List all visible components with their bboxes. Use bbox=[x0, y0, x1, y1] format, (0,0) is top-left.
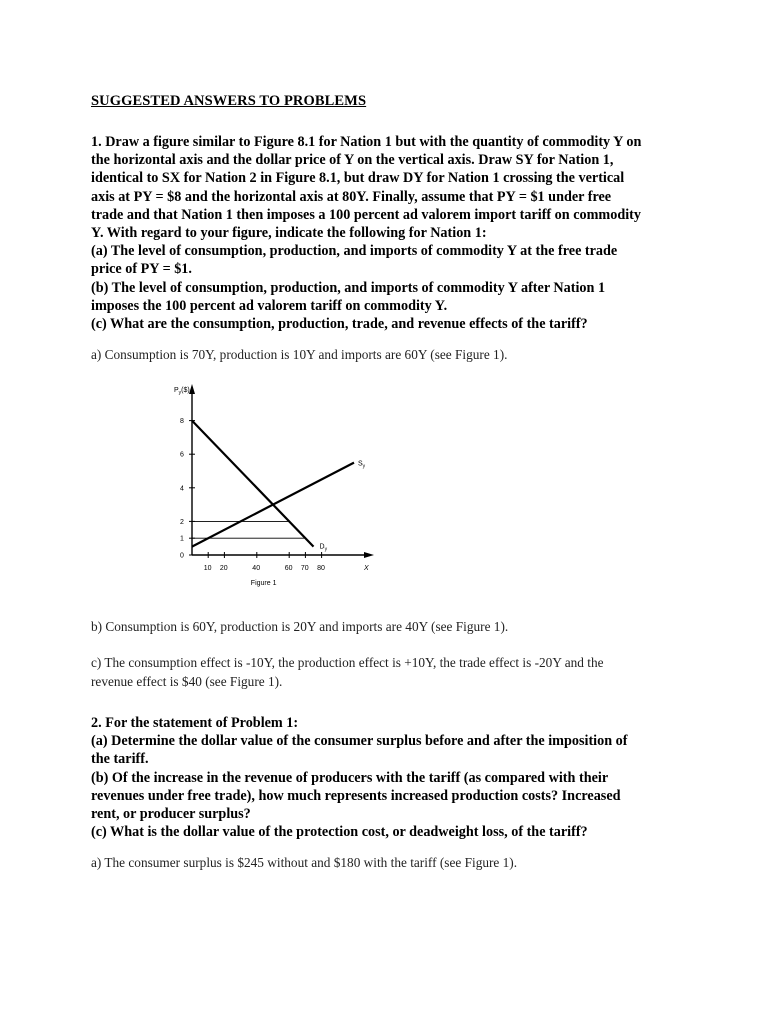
y-axis-label: $P_y(\$)$ bbox=[174, 387, 190, 396]
problem-1-line: price of PY = $1. bbox=[91, 261, 192, 278]
figure-1 bbox=[160, 378, 390, 593]
problem-1-line: trade and that Nation 1 then imposes a 100 percent ad valorem import tariff on commodity bbox=[91, 206, 641, 223]
x-tick-label: 70 bbox=[300, 565, 309, 572]
problem-1-line: identical to SX for Nation 2 in Figure 8.1, but draw DY for Nation 1 crossing the vertical bbox=[91, 170, 625, 187]
problem-1-answer-b bbox=[91, 618, 681, 637]
answer-line: a) Consumption is 70Y, production is 10Y and imports are 60Y (see Figure 1). bbox=[91, 347, 508, 362]
x-tick-label: 10 bbox=[203, 565, 212, 572]
supply-curve bbox=[192, 463, 354, 547]
answer-line: a) The consumer surplus is $245 without and $180 with the tariff (see Figure 1). bbox=[91, 855, 518, 870]
problem-1-line: (a) The level of consumption, production, and imports of commodity Y at the free trade bbox=[91, 243, 618, 260]
figure-caption: Figure 1 bbox=[250, 580, 277, 587]
y-tick-label: 0 bbox=[180, 552, 184, 560]
answer-line: c) The consumption effect is -10Y, the production effect is +10Y, the trade effect is -20Y and the bbox=[91, 655, 604, 670]
problem-1-line: the horizontal axis and the dollar price of Y on the vertical axis. Draw SY for Nation 1, bbox=[91, 152, 614, 169]
x-tick-label: 80 bbox=[317, 565, 325, 572]
x-tick-label: 60 bbox=[284, 565, 293, 572]
problem-1-line: Y. With regard to your figure, indicate the following for Nation 1: bbox=[91, 225, 487, 242]
problem-1-question bbox=[91, 133, 681, 333]
problem-2-line: the tariff. bbox=[91, 751, 149, 768]
problem-2-line: (b) Of the increase in the revenue of producers with the tariff (as compared with their bbox=[91, 769, 609, 786]
x-tick-label: 20 bbox=[219, 565, 228, 572]
y-tick-label: 2 bbox=[180, 518, 184, 526]
problem-2-line: (c) What is the dollar value of the protection cost, or deadweight loss, of the tariff? bbox=[91, 824, 588, 841]
answer-line: b) Consumption is 60Y, production is 20Y and imports are 40Y (see Figure 1). bbox=[91, 619, 509, 634]
problem-1-line: imposes the 100 percent ad valorem tariff on commodity Y. bbox=[91, 297, 448, 314]
answer-line: revenue effect is $40 (see Figure 1). bbox=[91, 673, 283, 689]
demand-curve bbox=[192, 421, 314, 547]
problem-1-line: 1. Draw a figure similar to Figure 8.1 for Nation 1 but with the quantity of commodity Y on bbox=[91, 134, 642, 150]
problem-1-answer-c bbox=[91, 654, 681, 691]
problem-1-line: axis at PY = $8 and the horizontal axis at 80Y. Finally, assume that PY = $1 under free bbox=[91, 188, 612, 205]
problem-1-line: (c) What are the consumption, production, trade, and revenue effects of the tariff? bbox=[91, 316, 588, 333]
problem-1-line: (b) The level of consumption, production, and imports of commodity Y after Nation 1 bbox=[91, 279, 606, 296]
x-axis-label: X bbox=[364, 565, 369, 572]
y-tick-label: 8 bbox=[180, 418, 184, 426]
problem-2-line: 2. For the statement of Problem 1: bbox=[91, 715, 299, 731]
y-axis-arrow bbox=[189, 384, 195, 394]
problem-2-answer-a bbox=[91, 854, 681, 873]
problem-2-question bbox=[91, 714, 681, 841]
demand-curve-label: $D_y$ bbox=[319, 543, 328, 553]
x-axis-arrow bbox=[364, 552, 374, 558]
problem-2-line: (a) Determine the dollar value of the consumer surplus before and after the imposition of bbox=[91, 733, 628, 750]
y-tick-label: 4 bbox=[180, 485, 184, 493]
y-tick-label: 6 bbox=[180, 451, 184, 459]
supply-curve-label: $S_y$ bbox=[358, 460, 366, 470]
problem-2-line: rent, or producer surplus? bbox=[91, 806, 251, 823]
x-tick-label: 40 bbox=[252, 565, 261, 572]
y-tick-label: 1 bbox=[180, 535, 184, 543]
problem-1-answer-a bbox=[91, 346, 681, 365]
page-heading: SUGGESTED ANSWERS TO PROBLEMS bbox=[91, 93, 367, 109]
problem-2-line: revenues under free trade), how much represents increased production costs? Increased bbox=[91, 787, 621, 804]
figure-1-chart bbox=[160, 378, 390, 593]
